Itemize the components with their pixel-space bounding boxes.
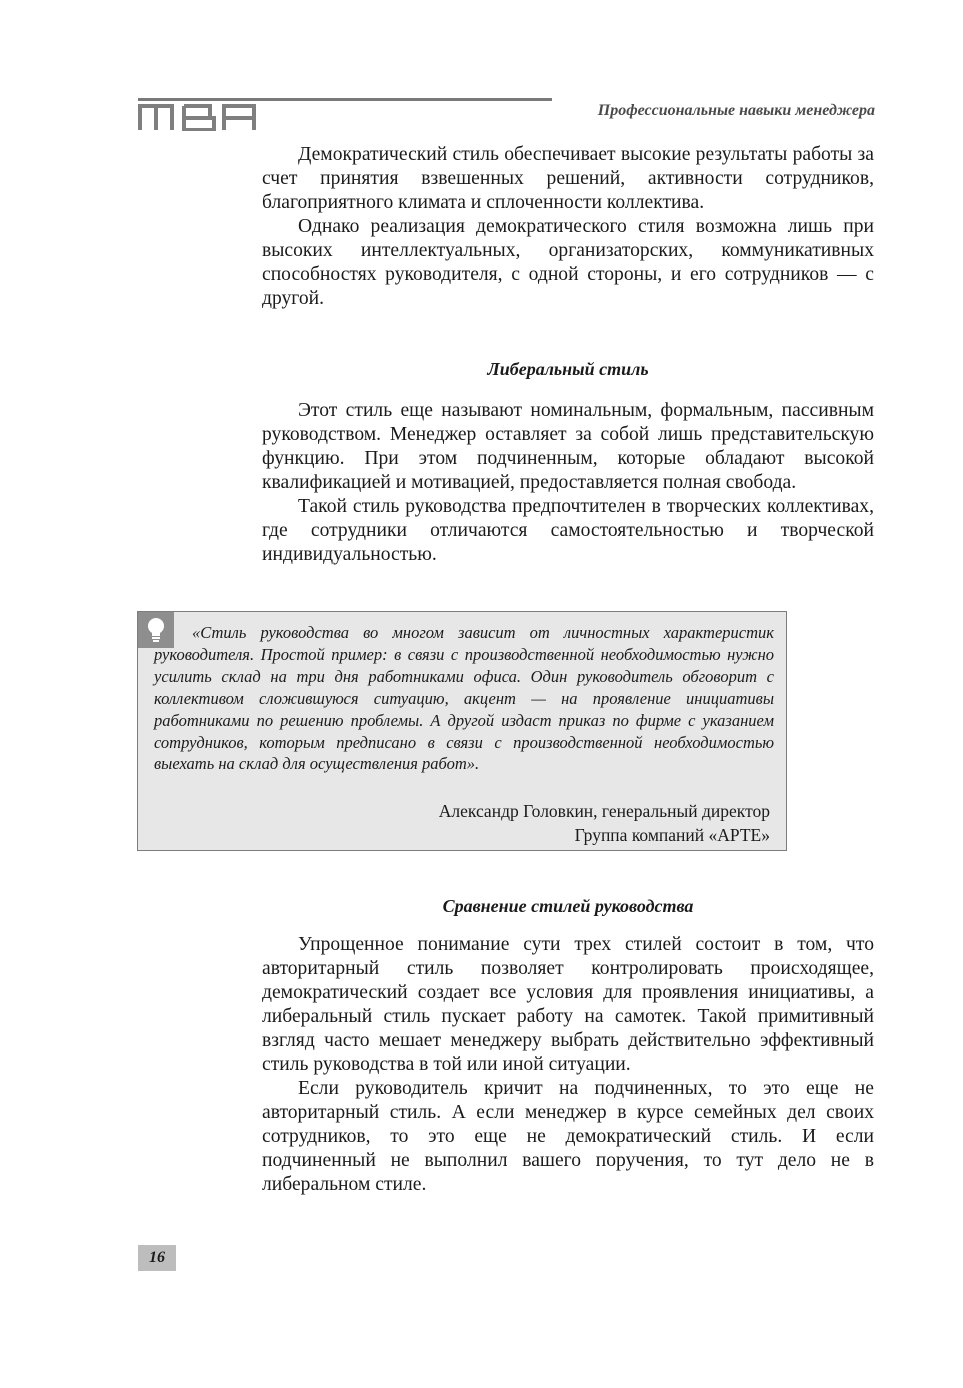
quote-author: Александр Головкин, генеральный директор [438, 801, 770, 821]
intro-text [262, 143, 874, 311]
running-title: Профессиональные навыки менеджера [597, 102, 875, 119]
quote-text: «Стиль руководства во многом зависит от личностных характеристик руководителя. Простой пример: в связи с производственной необходимостью нужно усилить склад на три дня работниками офиса. Один руководитель обговорит с коллективом сложившуюся ситуацию, акцент — на проявление инициативы работниками по решению проблемы. А другой издаст приказ по фирме с указанием сотрудников, которым предписано в связи с производственной необходимостью выехать на склад для осуществления работ». [154, 623, 774, 774]
paragraph: Упрощенное понимание сути трех стилей состоит в том, что авторитарный стиль позволяет контролировать происходящее, демократический создает все условия для проявления инициативы, а либеральный стиль пускает работу на самотек. Такой примитивный взгляд часто мешает менеджеру выбрать действительно эффективный стиль руководства в той или иной ситуации. [262, 934, 874, 1075]
section-title-compare: Сравнение стилей руководства [442, 896, 694, 916]
quote-company: Группа компаний «АРТЕ» [574, 825, 770, 845]
svg-text:MBA: MBA [138, 103, 141, 104]
paragraph: Такой стиль руководства предпочтителен в творческих коллективах, где сотрудники отличаются самостоятельностью и творческой индивидуальностью. [262, 496, 874, 565]
section-title-liberal: Либеральный стиль [487, 359, 649, 379]
header-rule [138, 98, 552, 101]
page-number: 16 [138, 1245, 176, 1271]
compare-text [262, 933, 874, 1197]
paragraph: Однако реализация демократического стиля возможна лишь при высоких интеллектуальных, организаторских, коммуникативных способностях руководителя, с одной стороны, и его сотрудников — с другой. [262, 216, 874, 309]
paragraph: Этот стиль еще называют номинальным, формальным, пассивным руководством. Менеджер оставляет за собой лишь представительскую функцию. При этом подчиненным, которые обладают высокой квалификацией и мотивацией, предоставляется полная свобода. [262, 400, 874, 493]
mba-logo [138, 103, 256, 131]
liberal-text [262, 399, 874, 567]
quote-box [137, 611, 787, 851]
quote-attribution [439, 799, 770, 847]
paragraph: Если руководитель кричит на подчиненных, то это еще не авторитарный стиль. А если менеджер в курсе семейных дел своих сотрудников, то это еще не демократический стиль. И если подчиненный не выполнил вашего поручения, то тут дело не в либеральном стиле. [262, 1078, 874, 1195]
paragraph: Демократический стиль обеспечивает высокие результаты работы за счет принятия взвешенных решений, активности сотрудников, благоприятного климата и сплоченности коллектива. [262, 144, 874, 213]
